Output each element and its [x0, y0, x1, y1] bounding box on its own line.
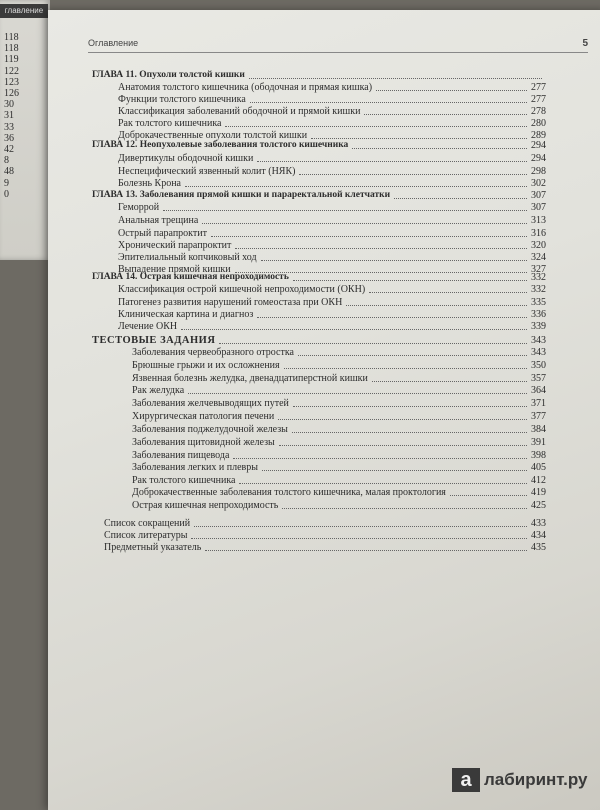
dot-leader — [191, 538, 527, 539]
toc-label: Клиническая картина и диагноз — [118, 309, 254, 320]
dot-leader — [250, 102, 527, 103]
toc-page-number: 339 — [531, 321, 546, 332]
toc-label: Предметный указатель — [104, 542, 202, 553]
dot-leader — [282, 508, 527, 509]
toc-label: Заболевания червеобразного отростка — [132, 347, 294, 358]
toc-page-number: 377 — [531, 411, 546, 422]
toc-chapter — [92, 272, 546, 284]
toc-entry — [118, 178, 546, 190]
toc-entry — [118, 240, 546, 252]
toc-entry — [104, 530, 546, 542]
toc-page-number: 294 — [531, 153, 546, 164]
toc-page-number: 433 — [531, 518, 546, 529]
dot-leader — [257, 161, 527, 162]
toc-page-number: 332 — [531, 272, 546, 283]
toc-label: Заболевания пищевода — [132, 450, 230, 461]
dot-leader — [364, 114, 527, 115]
left-page-number: 118 — [4, 43, 19, 55]
toc-entry — [118, 106, 546, 118]
toc-label: Болезнь Крона — [118, 178, 181, 189]
toc-page-number: 343 — [531, 335, 546, 346]
left-page-header: главление — [0, 4, 48, 18]
dot-leader — [181, 329, 527, 330]
toc-entry — [118, 215, 546, 227]
left-page-number: 9 — [4, 177, 9, 189]
dot-leader — [298, 355, 527, 356]
page-number: 5 — [582, 38, 588, 49]
toc-label: Заболевания легких и плевры — [132, 462, 258, 473]
left-page-number: 122 — [4, 65, 19, 77]
dot-leader — [369, 292, 527, 293]
left-page-number: 119 — [4, 54, 19, 66]
labirint-logo-icon: а — [452, 768, 480, 792]
toc-label: Заболевания поджелудочной железы — [132, 424, 288, 435]
toc-label: ГЛАВА 11. Опухоли толстой кишки — [92, 70, 245, 80]
toc-entry — [118, 118, 546, 130]
toc-label: Заболевания желчевыводящих путей — [132, 398, 289, 409]
toc-entry — [118, 82, 546, 94]
toc-chapter — [92, 190, 546, 202]
toc-page-number: 425 — [531, 500, 546, 511]
dot-leader — [278, 419, 527, 420]
toc-entry — [132, 462, 546, 474]
dot-leader — [205, 550, 527, 551]
toc-page-number: 335 — [531, 297, 546, 308]
book-page — [48, 10, 600, 810]
toc-label: Выпадение прямой кишки — [118, 264, 231, 275]
dot-leader — [450, 495, 527, 496]
dot-leader — [194, 526, 527, 527]
toc-chapter — [92, 70, 546, 82]
toc-page-number: 398 — [531, 450, 546, 461]
toc-label: Функции толстого кишечника — [118, 94, 246, 105]
dot-leader — [202, 223, 527, 224]
toc-label: Хронический парапроктит — [118, 240, 232, 251]
dot-leader — [299, 174, 527, 175]
toc-page-number: 327 — [531, 264, 546, 275]
toc-label: Эпителиальный копчиковый ход — [118, 252, 257, 263]
toc-entry — [132, 450, 546, 462]
toc-label: Язвенная болезнь желудка, двенадцатиперстной кишки — [132, 373, 368, 384]
left-page-edge — [0, 0, 50, 260]
left-page-number: 118 — [4, 32, 19, 43]
toc-entry — [132, 411, 546, 423]
dot-leader — [311, 138, 527, 139]
toc-page-number: 294 — [531, 140, 546, 151]
toc-entry — [132, 500, 546, 512]
toc-page-number: 316 — [531, 228, 546, 239]
toc-label: Рак желудка — [132, 385, 185, 396]
toc-label: Анальная трещина — [118, 215, 199, 226]
left-page-number: 126 — [4, 88, 19, 99]
dot-leader — [261, 260, 527, 261]
toc-page-number: 298 — [531, 166, 546, 177]
toc-page-number: 278 — [531, 106, 546, 117]
toc-label: Доброкачественные заболевания толстого кишечника, малая проктология — [132, 487, 446, 498]
dot-leader — [225, 126, 527, 127]
toc-page-number: 307 — [531, 190, 546, 201]
left-page-number: 30 — [4, 99, 14, 111]
toc-page-number: 313 — [531, 215, 546, 226]
watermark-text: лабиринт.ру — [484, 770, 588, 789]
dot-leader — [279, 445, 527, 446]
toc-page-number: 435 — [531, 542, 546, 553]
dot-leader — [376, 90, 527, 91]
toc-entry — [132, 347, 546, 359]
toc-page-number: 391 — [531, 437, 546, 448]
toc-page-number: 364 — [531, 385, 546, 396]
toc-label: Анатомия толстого кишечника (ободочная и прямая кишка) — [118, 82, 373, 93]
dot-leader — [233, 458, 527, 459]
toc-entry — [118, 321, 546, 333]
dot-leader — [188, 393, 527, 394]
toc-page-number: 343 — [531, 347, 546, 358]
toc-label: Острая кишечная непроходимость — [132, 500, 279, 511]
toc-page-number: 336 — [531, 309, 546, 320]
toc-page-number: 350 — [531, 360, 546, 371]
toc-label: Лечение ОКН — [118, 321, 178, 332]
dot-leader — [292, 432, 527, 433]
toc-entry — [132, 487, 546, 499]
dot-leader — [394, 198, 527, 199]
toc-entry — [118, 228, 546, 240]
toc-label: ГЛАВА 13. Заболевания прямой кишки и параректальной клетчатки — [92, 190, 391, 200]
toc-label: Заболевания щитовидной железы — [132, 437, 275, 448]
toc-entry — [132, 437, 546, 449]
toc-label: Неспецифический язвенный колит (НЯК) — [118, 166, 296, 177]
dot-leader — [219, 343, 527, 344]
toc-label: ГЛАВА 12. Неопухолевые заболевания толстого кишечника — [92, 140, 349, 150]
toc-page-number: 277 — [531, 82, 546, 93]
toc-chapter — [92, 140, 546, 152]
toc-label: Список литературы — [104, 530, 188, 541]
toc-page-number: 371 — [531, 398, 546, 409]
toc-label: Классификация острой кишечной непроходимости (ОКН) — [118, 284, 366, 295]
toc-page-number: 280 — [531, 118, 546, 129]
dot-leader — [163, 210, 527, 211]
toc-label: Геморрой — [118, 202, 160, 213]
dot-leader — [284, 368, 527, 369]
dot-leader — [293, 406, 527, 407]
toc-label: Острый парапроктит — [118, 228, 207, 239]
toc-entry — [118, 94, 546, 106]
toc-page-number: 289 — [531, 130, 546, 141]
left-page-number: 33 — [4, 121, 14, 133]
toc-label: Доброкачественные опухоли толстой кишки — [118, 130, 308, 141]
dot-leader — [346, 305, 527, 306]
toc-entry — [132, 373, 546, 385]
toc-entry — [104, 542, 546, 554]
toc-page-number: 357 — [531, 373, 546, 384]
running-header — [88, 36, 588, 53]
toc-label: Рак толстого кишечника — [132, 475, 236, 486]
left-page-number: 8 — [4, 155, 9, 167]
toc-label: ТЕСТОВЫЕ ЗАДАНИЯ — [92, 335, 216, 346]
toc-page-number: 302 — [531, 178, 546, 189]
dot-leader — [211, 236, 527, 237]
toc-label: Хирургическая патология печени — [132, 411, 275, 422]
toc-page-number: 419 — [531, 487, 546, 498]
toc-section — [92, 335, 546, 347]
toc-page-number: 434 — [531, 530, 546, 541]
dot-leader — [239, 483, 527, 484]
toc-page-number: 412 — [531, 475, 546, 486]
dot-leader — [185, 186, 527, 187]
left-page-number: 42 — [4, 144, 14, 155]
toc-page-number: 307 — [531, 202, 546, 213]
toc-entry — [132, 398, 546, 410]
watermark — [452, 768, 592, 792]
dot-leader — [352, 148, 527, 149]
dot-leader — [257, 317, 527, 318]
toc-label: Список сокращений — [104, 518, 191, 529]
toc-entry — [118, 153, 546, 165]
toc-page-number: 405 — [531, 462, 546, 473]
left-page-number: 48 — [4, 166, 14, 178]
toc-entry — [118, 166, 546, 178]
toc-entry — [132, 475, 546, 487]
toc-page-number: 324 — [531, 252, 546, 263]
toc-entry — [104, 518, 546, 530]
toc-entry — [118, 309, 546, 321]
dot-leader — [293, 280, 527, 281]
left-page-number: 36 — [4, 132, 14, 144]
toc-entry — [132, 360, 546, 372]
toc-entry — [118, 284, 546, 296]
dot-leader — [262, 470, 527, 471]
toc-entry — [118, 202, 546, 214]
toc-page-number: 332 — [531, 284, 546, 295]
toc-entry — [118, 297, 546, 309]
toc-entry — [132, 424, 546, 436]
toc-label: Рак толстого кишечника — [118, 118, 222, 129]
running-header-title: Оглавление — [88, 38, 139, 48]
toc-entry — [118, 252, 546, 264]
dot-leader — [249, 78, 542, 79]
toc-label: Дивертикулы ободочной кишки — [118, 153, 254, 164]
toc-label: Патогенез развития нарушений гомеостаза при ОКН — [118, 297, 343, 308]
dot-leader — [235, 248, 527, 249]
left-page-number: 123 — [4, 76, 19, 88]
dot-leader — [372, 381, 527, 382]
toc-entry — [132, 385, 546, 397]
toc-label: Классификация заболеваний ободочной и прямой кишки — [118, 106, 361, 117]
toc-page-number: 320 — [531, 240, 546, 251]
toc-page-number: 384 — [531, 424, 546, 435]
toc-label: Брюшные грыжи и их осложнения — [132, 360, 280, 371]
left-page-number: 31 — [4, 110, 14, 122]
toc-page-number: 277 — [531, 94, 546, 105]
toc-label: ГЛАВА 14. Острая кишечная непроходимость — [92, 272, 289, 282]
left-page-number: 0 — [4, 188, 9, 200]
